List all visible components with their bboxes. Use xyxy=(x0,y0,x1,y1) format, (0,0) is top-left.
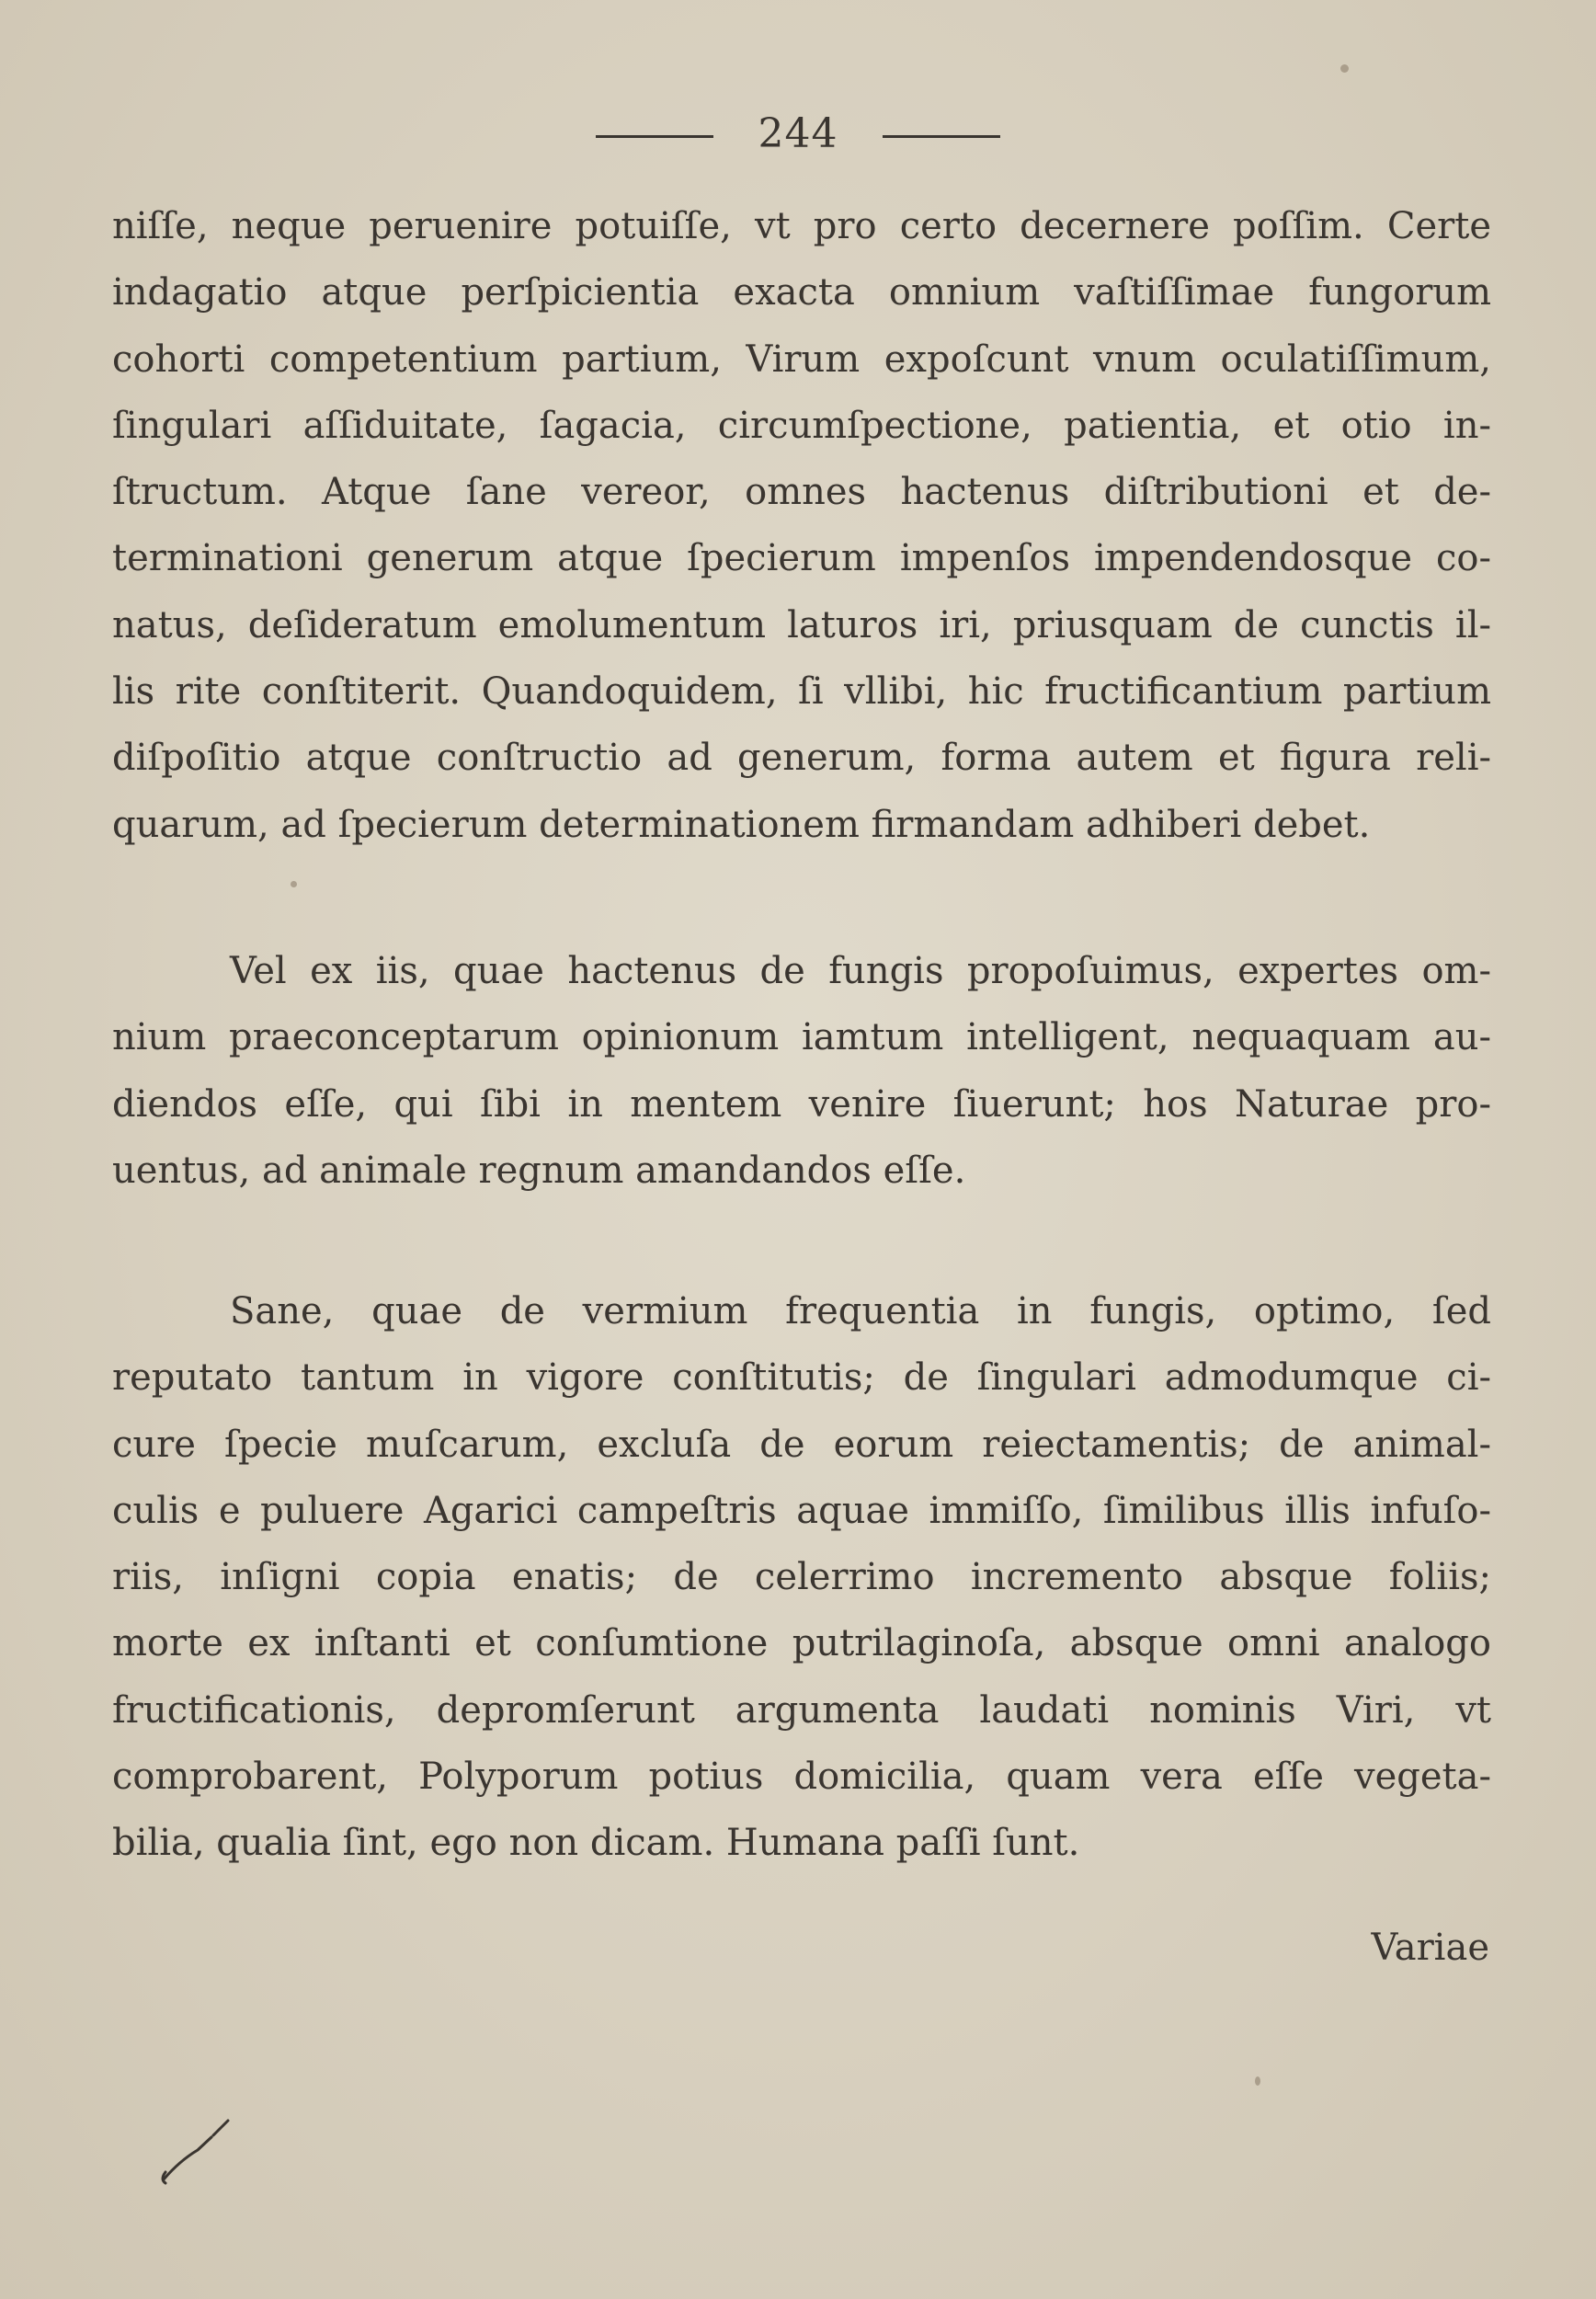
text-line: reputato tantum in vigore conſtitutis; de ſingulari admodumque ci- xyxy=(112,1356,1491,1400)
text-line: indagatio atque perſpicientia exacta omnium vaſtiſſimae fungorum xyxy=(112,271,1491,315)
text-line: ſtructum. Atque ſane vereor, omnes hactenus diſtributioni et de- xyxy=(112,471,1491,514)
paragraph-3 xyxy=(112,1278,1491,1877)
text-line: terminationi generum atque ſpecierum impenſos impendendosque co- xyxy=(112,537,1491,580)
text-line: natus, deſideratum emolumentum laturos iri, priusquam de cunctis il- xyxy=(112,603,1491,646)
text-line: diſpoſitio atque conſtructio ad generum, forma autem et figura reli- xyxy=(112,737,1491,780)
paragraph-1 xyxy=(112,193,1491,858)
text-line: morte ex inſtanti et conſumtione putrilaginoſa, absque omni analogo xyxy=(112,1622,1491,1665)
text-line: lis rite conſtiterit. Quandoquidem, ſi vllibi, hic fructificantium partium xyxy=(112,670,1491,714)
text-line: nium praeconceptarum opinionum iamtum intelligent, nequaquam au- xyxy=(112,1016,1491,1059)
page-header xyxy=(0,110,1596,157)
text-line: diendos eſſe, qui ſibi in mentem venire ſiuerunt; hos Naturae pro- xyxy=(112,1082,1491,1126)
text-line: comprobarent, Polyporum potius domicilia, quam vera eſſe vegeta- xyxy=(112,1756,1491,1799)
text-line: culis e puluere Agarici campeſtris aquae immiſſo, ſimilibus illis infuſo- xyxy=(112,1489,1491,1532)
text-line: fructificationis, depromſerunt argumenta laudati nominis Viri, vt xyxy=(112,1688,1491,1732)
pen-mark xyxy=(156,2115,239,2189)
paper-spot xyxy=(1340,64,1349,73)
header-rule-left xyxy=(596,135,713,138)
text-line: cohorti competentium partium, Virum expoſcunt vnum oculatiſſimum, xyxy=(112,337,1491,381)
text-line: niſſe, neque peruenire potuiſſe, vt pro certo decernere poſſim. Certe xyxy=(112,205,1491,247)
header-rule-right xyxy=(883,135,1000,138)
page-number: 244 xyxy=(758,110,838,157)
text-line: uentus, ad animale regnum amandandos eſſe. xyxy=(112,1149,966,1192)
text-line: quarum, ad ſpecierum determinationem firmandam adhiberi debet. xyxy=(112,803,1371,846)
paragraph-2 xyxy=(112,938,1491,1204)
text-line: riis, inſigni copia enatis; de celerrimo incremento absque foliis; xyxy=(112,1556,1491,1599)
text-line: Vel ex iis, quae hactenus de fungis propoſuimus, expertes om- xyxy=(230,950,1491,992)
paper-spot xyxy=(1255,2076,1260,2086)
catchword: Variae xyxy=(1371,1927,1489,1969)
text-line: bilia, qualia ſint, ego non dicam. Humana paſſi ſunt. xyxy=(112,1822,1080,1865)
text-line: cure ſpecie muſcarum, excluſa de eorum reiectamentis; de animal- xyxy=(112,1423,1491,1466)
text-line: Sane, quae de vermium frequentia in fungis, optimo, ſed xyxy=(230,1290,1491,1333)
text-line: ſingulari aſſiduitate, ſagacia, circumſpectione, patientia, et otio in- xyxy=(112,404,1491,447)
paper-spot xyxy=(291,881,297,887)
